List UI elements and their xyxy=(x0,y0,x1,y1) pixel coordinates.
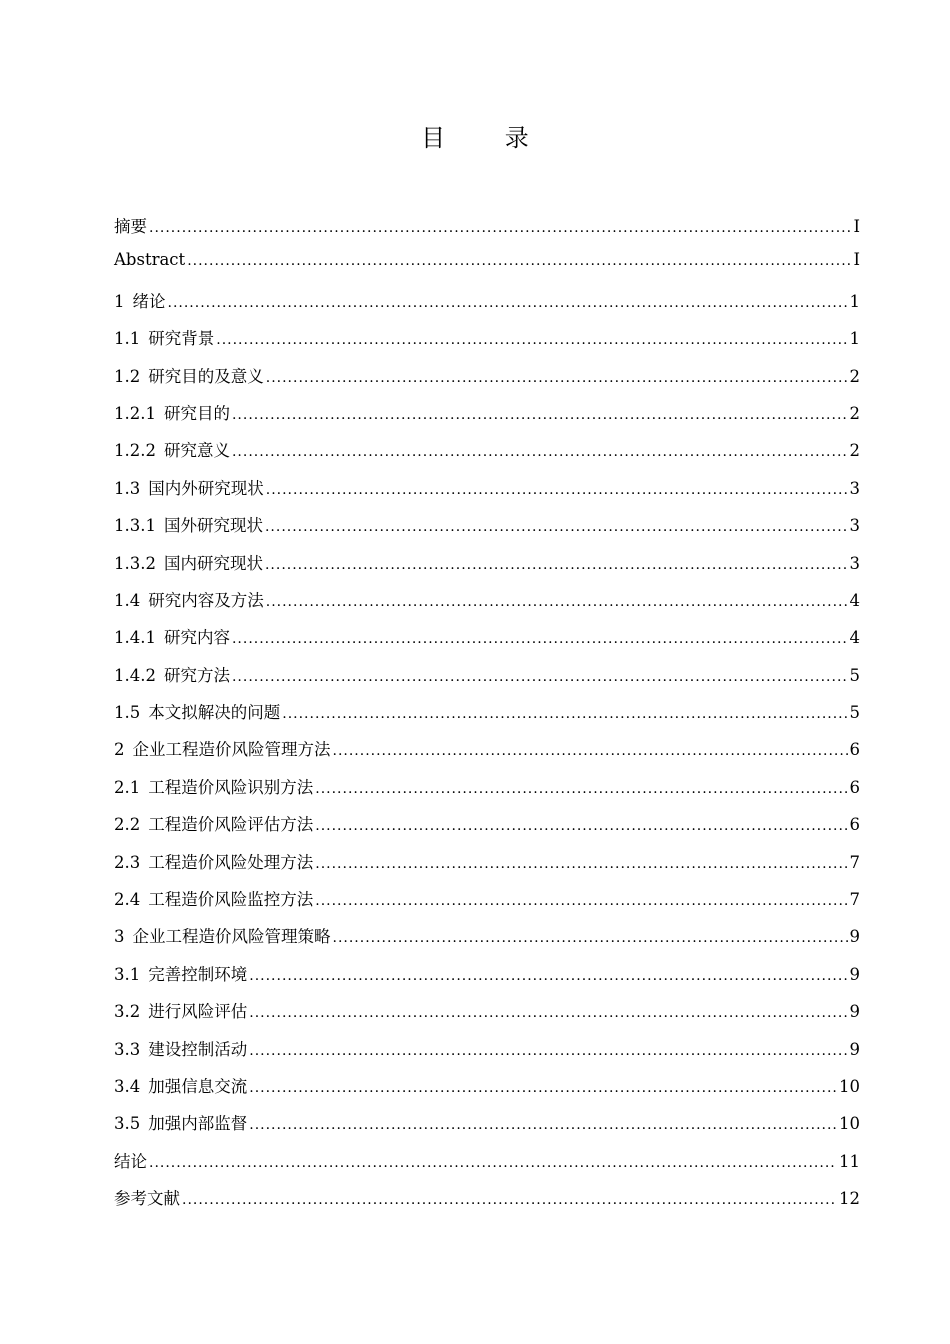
toc-entry[interactable] xyxy=(114,587,860,624)
toc-entry-page: 1 xyxy=(849,291,860,311)
toc-entry-label: 研究目的 xyxy=(163,403,230,423)
toc-entry-number: 1.3.1 xyxy=(114,516,156,536)
toc-dot-leader xyxy=(216,332,847,348)
toc-entry-number: 1.5 xyxy=(114,703,141,723)
toc-entry[interactable] xyxy=(114,325,860,362)
table-of-contents xyxy=(114,213,860,1223)
toc-dot-leader xyxy=(333,930,848,946)
toc-dot-leader xyxy=(315,856,847,872)
toc-entry-number: 1.4.1 xyxy=(114,628,156,648)
toc-entry[interactable] xyxy=(114,288,860,325)
toc-entry-label: 工程造价风险处理方法 xyxy=(148,852,314,872)
toc-dot-leader xyxy=(266,370,848,386)
toc-entry-label: 研究意义 xyxy=(163,441,230,461)
toc-dot-leader xyxy=(315,818,847,834)
toc-entry-label: 加强内部监督 xyxy=(148,1114,248,1134)
toc-dot-leader xyxy=(182,1192,837,1208)
toc-entry-page: 6 xyxy=(849,740,860,760)
toc-entry-number: 2.4 xyxy=(114,890,141,910)
toc-entry-label: 建设控制活动 xyxy=(148,1039,248,1059)
toc-entry-label: 工程造价风险评估方法 xyxy=(148,815,314,835)
toc-entry-label: 完善控制环境 xyxy=(148,964,248,984)
toc-entry[interactable] xyxy=(114,1036,860,1073)
toc-entry-page: 12 xyxy=(839,1189,860,1209)
toc-entry-label: 摘要 xyxy=(114,217,147,236)
toc-entry-page: 3 xyxy=(849,516,860,536)
toc-dot-leader xyxy=(282,706,847,722)
toc-dot-leader xyxy=(168,295,848,311)
toc-entry-label: 国内研究现状 xyxy=(163,553,263,573)
toc-entry-label: 研究内容及方法 xyxy=(148,590,264,610)
toc-dot-leader xyxy=(265,557,848,573)
toc-entry-page: 5 xyxy=(849,703,860,723)
page-title: 目 录 xyxy=(421,124,555,152)
toc-entry-number: 1.1 xyxy=(114,329,141,349)
toc-entry-page: 4 xyxy=(849,628,860,648)
toc-entry-number: 1.4.2 xyxy=(114,665,156,685)
toc-dot-leader xyxy=(249,1080,837,1096)
toc-entry[interactable] xyxy=(114,437,860,474)
toc-entry[interactable] xyxy=(114,624,860,661)
toc-entry[interactable] xyxy=(114,998,860,1035)
toc-entry[interactable] xyxy=(114,774,860,811)
toc-entry-page: 9 xyxy=(849,1039,860,1059)
toc-entry[interactable] xyxy=(114,400,860,437)
toc-entry-number: 1.4 xyxy=(114,590,141,610)
toc-entry[interactable] xyxy=(114,1073,860,1110)
toc-entry-page: 1 xyxy=(849,329,860,349)
toc-entry-number: 1.2 xyxy=(114,366,141,386)
toc-entry-label: 研究方法 xyxy=(163,665,230,685)
toc-dot-leader xyxy=(232,669,848,685)
toc-entry-number: 3.3 xyxy=(114,1039,141,1059)
toc-entry-page: 6 xyxy=(849,777,860,797)
toc-dot-leader xyxy=(249,1005,847,1021)
toc-dot-leader xyxy=(249,1117,837,1133)
toc-entry-number: 2.1 xyxy=(114,777,141,797)
toc-entry-number: 1.3 xyxy=(114,478,141,498)
toc-entry-number: 1.2.1 xyxy=(114,403,156,423)
toc-entry-label: 加强信息交流 xyxy=(148,1076,248,1096)
toc-entry[interactable] xyxy=(114,475,860,512)
toc-entry-label: 企业工程造价风险管理方法 xyxy=(132,740,331,760)
toc-entry-page: 10 xyxy=(839,1076,860,1096)
toc-entry-page: 9 xyxy=(849,964,860,984)
toc-entry-page: 6 xyxy=(849,815,860,835)
toc-entry-label: 国外研究现状 xyxy=(163,516,263,536)
toc-entry-label: 企业工程造价风险管理策略 xyxy=(132,927,331,947)
toc-entry-page: 10 xyxy=(839,1114,860,1134)
toc-entry-label: 国内外研究现状 xyxy=(148,478,264,498)
toc-entry-label: 研究内容 xyxy=(163,628,230,648)
toc-entry[interactable] xyxy=(114,811,860,848)
toc-entry-page: 11 xyxy=(839,1151,860,1171)
toc-entry[interactable] xyxy=(114,1185,860,1222)
toc-entry-page: 2 xyxy=(849,441,860,461)
toc-dot-leader xyxy=(333,743,848,759)
toc-entry-label: 研究目的及意义 xyxy=(148,366,264,386)
toc-entry[interactable] xyxy=(114,961,860,998)
toc-entry-number: 3 xyxy=(114,927,125,947)
toc-entry-label: 结论 xyxy=(114,1151,147,1171)
toc-entry-number: 3.4 xyxy=(114,1076,141,1096)
toc-dot-leader xyxy=(265,519,848,535)
toc-entry[interactable] xyxy=(114,699,860,736)
toc-entry-page: 2 xyxy=(849,366,860,386)
toc-dot-leader xyxy=(232,407,848,423)
toc-dot-leader xyxy=(232,631,848,647)
toc-entry-page: 3 xyxy=(849,553,860,573)
toc-dot-leader xyxy=(149,220,851,236)
toc-entry[interactable] xyxy=(114,1110,860,1147)
toc-entry-label: 研究背景 xyxy=(148,329,215,349)
toc-entry[interactable] xyxy=(114,250,860,287)
toc-entry-page: 5 xyxy=(849,665,860,685)
toc-entry-label: 本文拟解决的问题 xyxy=(148,703,281,723)
toc-entry-label: 参考文献 xyxy=(114,1189,180,1209)
toc-entry[interactable] xyxy=(114,213,860,250)
toc-entry[interactable] xyxy=(114,662,860,699)
toc-entry-label: Abstract xyxy=(114,250,186,270)
toc-entry[interactable] xyxy=(114,736,860,773)
toc-entry-page: 9 xyxy=(849,927,860,947)
toc-entry[interactable] xyxy=(114,923,860,960)
toc-entry-number: 2 xyxy=(114,740,125,760)
toc-dot-leader xyxy=(149,1155,837,1171)
toc-entry-number: 1.2.2 xyxy=(114,441,156,461)
toc-entry-label: 绪论 xyxy=(132,291,166,311)
toc-dot-leader xyxy=(266,482,848,498)
toc-entry-number: 3.2 xyxy=(114,1002,141,1022)
toc-dot-leader xyxy=(315,893,847,909)
toc-dot-leader xyxy=(249,968,847,984)
toc-entry-page: 7 xyxy=(849,890,860,910)
toc-entry-label: 工程造价风险监控方法 xyxy=(148,890,314,910)
toc-entry-page: 4 xyxy=(849,590,860,610)
toc-entry-number: 3.1 xyxy=(114,964,141,984)
toc-dot-leader xyxy=(315,781,847,797)
toc-entry-page: 2 xyxy=(849,403,860,423)
toc-entry-page: 3 xyxy=(849,478,860,498)
toc-entry[interactable] xyxy=(114,849,860,886)
toc-entry-number: 2.2 xyxy=(114,815,141,835)
toc-entry-page: 7 xyxy=(849,852,860,872)
toc-entry-number: 1 xyxy=(114,291,125,311)
toc-entry-page: 9 xyxy=(849,1002,860,1022)
toc-entry[interactable] xyxy=(114,1148,860,1185)
toc-entry[interactable] xyxy=(114,886,860,923)
toc-entry[interactable] xyxy=(114,363,860,400)
toc-entry-label: 工程造价风险识别方法 xyxy=(148,777,314,797)
toc-entry-number: 3.5 xyxy=(114,1114,141,1134)
toc-entry-number: 1.3.2 xyxy=(114,553,156,573)
toc-entry[interactable] xyxy=(114,512,860,549)
toc-dot-leader xyxy=(249,1043,847,1059)
toc-dot-leader xyxy=(266,594,848,610)
toc-entry-number: 2.3 xyxy=(114,852,141,872)
toc-entry-page: I xyxy=(853,250,860,270)
toc-entry[interactable] xyxy=(114,550,860,587)
toc-dot-leader xyxy=(232,444,848,460)
toc-entry-label: 进行风险评估 xyxy=(148,1002,248,1022)
toc-entry-page: I xyxy=(853,217,860,236)
toc-dot-leader xyxy=(187,253,851,269)
